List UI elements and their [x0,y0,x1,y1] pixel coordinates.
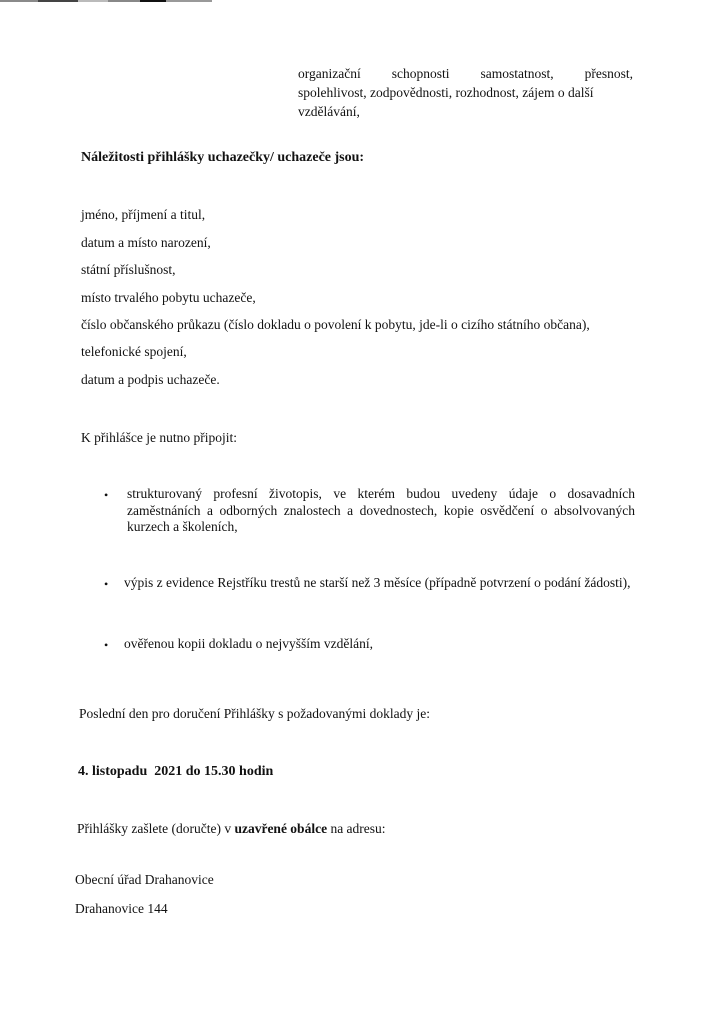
bullet-icon: • [104,577,109,591]
qualities-line-1: organizační schopnosti samostatnost, přesnost, [298,66,633,81]
scan-artifact-line [140,0,166,2]
send-instruction-text: Přihlášky zašlete (doručte) v [77,821,235,836]
scan-artifact-line [166,0,212,2]
requirement-item: místo trvalého pobytu uchazeče, [81,290,256,305]
requirement-item: telefonické spojení, [81,344,187,359]
deadline-date: 4. listopadu 2021 do 15.30 hodin [78,764,274,779]
attachments-intro: K přihlášce je nutno připojit: [81,430,237,445]
sealed-envelope-emphasis: uzavřené obálce [234,821,328,836]
address-line-1: Obecní úřad Drahanovice [75,872,214,887]
scan-artifact-line [78,0,108,2]
requirements-heading: Náležitosti přihlášky uchazečky/ uchazeče jsou: [81,150,365,165]
bullet-icon: • [104,638,109,652]
attachment-text: strukturovaný profesní životopis, ve kterém budou uvedeny údaje o dosavadních zaměstnáních a odborných znalostech a dovednostech, kopie osvědčení o absolvovaných kurzech a školeních, [127,486,635,534]
qualities-line-2: spolehlivost, zodpovědnosti, rozhodnost, zájem o další [298,85,594,100]
send-instruction-text: na adresu: [327,821,386,836]
requirement-item: státní příslušnost, [81,262,176,277]
scan-artifact-line [0,0,38,2]
qualities-line-3: vzdělávání, [298,104,360,119]
requirement-item: datum a místo narození, [81,235,211,250]
requirement-item: datum a podpis uchazeče. [81,372,220,387]
scan-artifact-line [108,0,140,2]
bullet-icon: • [104,488,109,502]
attachment-text: výpis z evidence Rejstříku trestů ne starší než 3 měsíce (případně potvrzení o podání žádosti), [124,575,631,590]
scan-artifact-line [38,0,78,2]
address-line-2: Drahanovice 144 [75,901,168,916]
requirement-item: číslo občanského průkazu (číslo dokladu o povolení k pobytu, jde-li o cizího státního občana), [81,317,590,332]
requirement-item: jméno, příjmení a titul, [81,207,206,222]
deadline-intro: Poslední den pro doručení Přihlášky s požadovanými doklady je: [79,706,430,721]
attachment-text: ověřenou kopii dokladu o nejvyšším vzdělání, [124,636,373,651]
send-instruction [77,821,386,837]
